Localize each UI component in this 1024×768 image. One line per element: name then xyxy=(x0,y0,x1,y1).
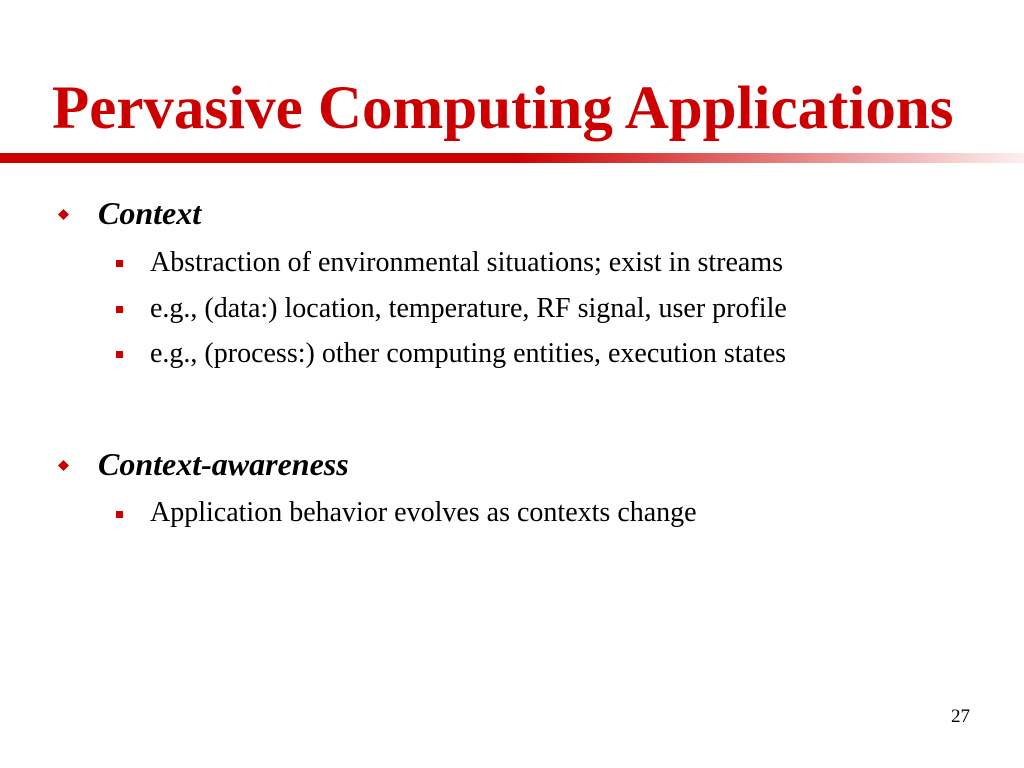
subitem-process-example: e.g., (process:) other computing entities, execution states xyxy=(150,338,787,369)
page-number: 27 xyxy=(951,706,970,727)
slide-title: Pervasive Computing Applications xyxy=(52,75,954,142)
square-bullet-icon xyxy=(116,306,123,313)
title-underline-gradient xyxy=(512,153,1024,163)
square-bullet-icon xyxy=(116,260,123,267)
title-underline xyxy=(0,153,1024,163)
subitem-abstraction: Abstraction of environmental situations; exist in streams xyxy=(150,247,783,278)
diamond-bullet-icon xyxy=(58,460,69,471)
subitem-data-example: e.g., (data:) location, temperature, RF signal, user profile xyxy=(150,293,787,324)
diamond-bullet-icon xyxy=(58,209,69,220)
title-underline-solid xyxy=(0,153,512,163)
subitem-application-behavior: Application behavior evolves as contexts change xyxy=(150,497,697,528)
bullet-context-awareness: Context-awareness xyxy=(98,446,349,482)
square-bullet-icon xyxy=(116,351,123,358)
square-bullet-icon xyxy=(116,511,123,518)
bullet-context: Context xyxy=(98,195,202,231)
